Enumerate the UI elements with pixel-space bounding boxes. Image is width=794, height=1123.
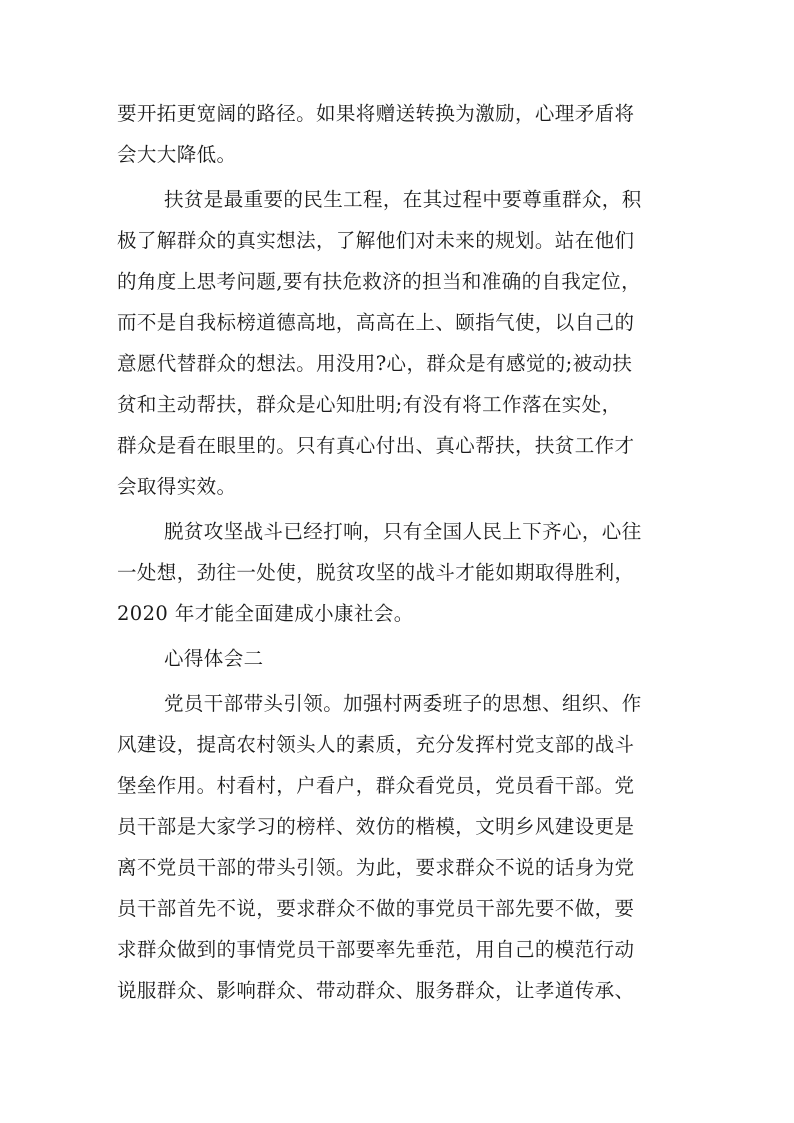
- text-line: 极了解群众的真实想法，了解他们对未来的规划。站在他们: [117, 229, 635, 252]
- text-line: 意愿代替群众的想法。用没用?心，群众是有感觉的;被动扶: [117, 352, 633, 375]
- text-line: 贫和主动帮扶，群众是心知肚明;有没有将工作落在实处，: [117, 393, 622, 416]
- text-line: 会大大降低。: [117, 143, 237, 166]
- text-line: 员干部是大家学习的榜样、效仿的楷模，文明乡风建设更是: [117, 815, 635, 838]
- text-line: 的角度上思考问题,要有扶危救济的担当和准确的自我定位，: [117, 270, 641, 293]
- text-line: 会取得实效。: [117, 475, 237, 498]
- text-line: 2020 年才能全面建成小康社会。: [117, 602, 414, 625]
- text-line: 一处想，劲往一处使，脱贫攻坚的战斗才能如期取得胜利，: [117, 561, 635, 584]
- text-line: 而不是自我标榜道德高地，高高在上、颐指气使，以自己的: [117, 311, 635, 334]
- paragraph-first-line: 脱贫攻坚战斗已经打响，只有全国人民上下齐心，心往: [164, 520, 642, 543]
- text-line: 说服群众、影响群众、带动群众、服务群众，让孝道传承、: [117, 979, 635, 1002]
- paragraph-first-line: 扶贫是最重要的民生工程，在其过程中要尊重群众，积: [164, 188, 642, 211]
- text-line: 员干部首先不说，要求群众不做的事党员干部先要不做，要: [117, 897, 635, 920]
- text-line: 堡垒作用。村看村，户看户，群众看党员，党员看干部。党: [117, 774, 635, 797]
- text-line: 群众是看在眼里的。只有真心付出、真心帮扶，扶贫工作才: [117, 434, 635, 457]
- text-line: 风建设，提高农村领头人的素质，充分发挥村党支部的战斗: [117, 733, 635, 756]
- section-heading: 心得体会二: [164, 647, 264, 670]
- text-line: 要开拓更宽阔的路径。如果将赠送转换为激励，心理矛盾将: [117, 102, 635, 125]
- text-line: 离不党员干部的带头引领。为此，要求群众不说的话身为党: [117, 856, 635, 879]
- paragraph-first-line: 党员干部带头引领。加强村两委班子的思想、组织、作: [164, 692, 642, 715]
- text-line: 求群众做到的事情党员干部要率先垂范，用自己的模范行动: [117, 938, 635, 961]
